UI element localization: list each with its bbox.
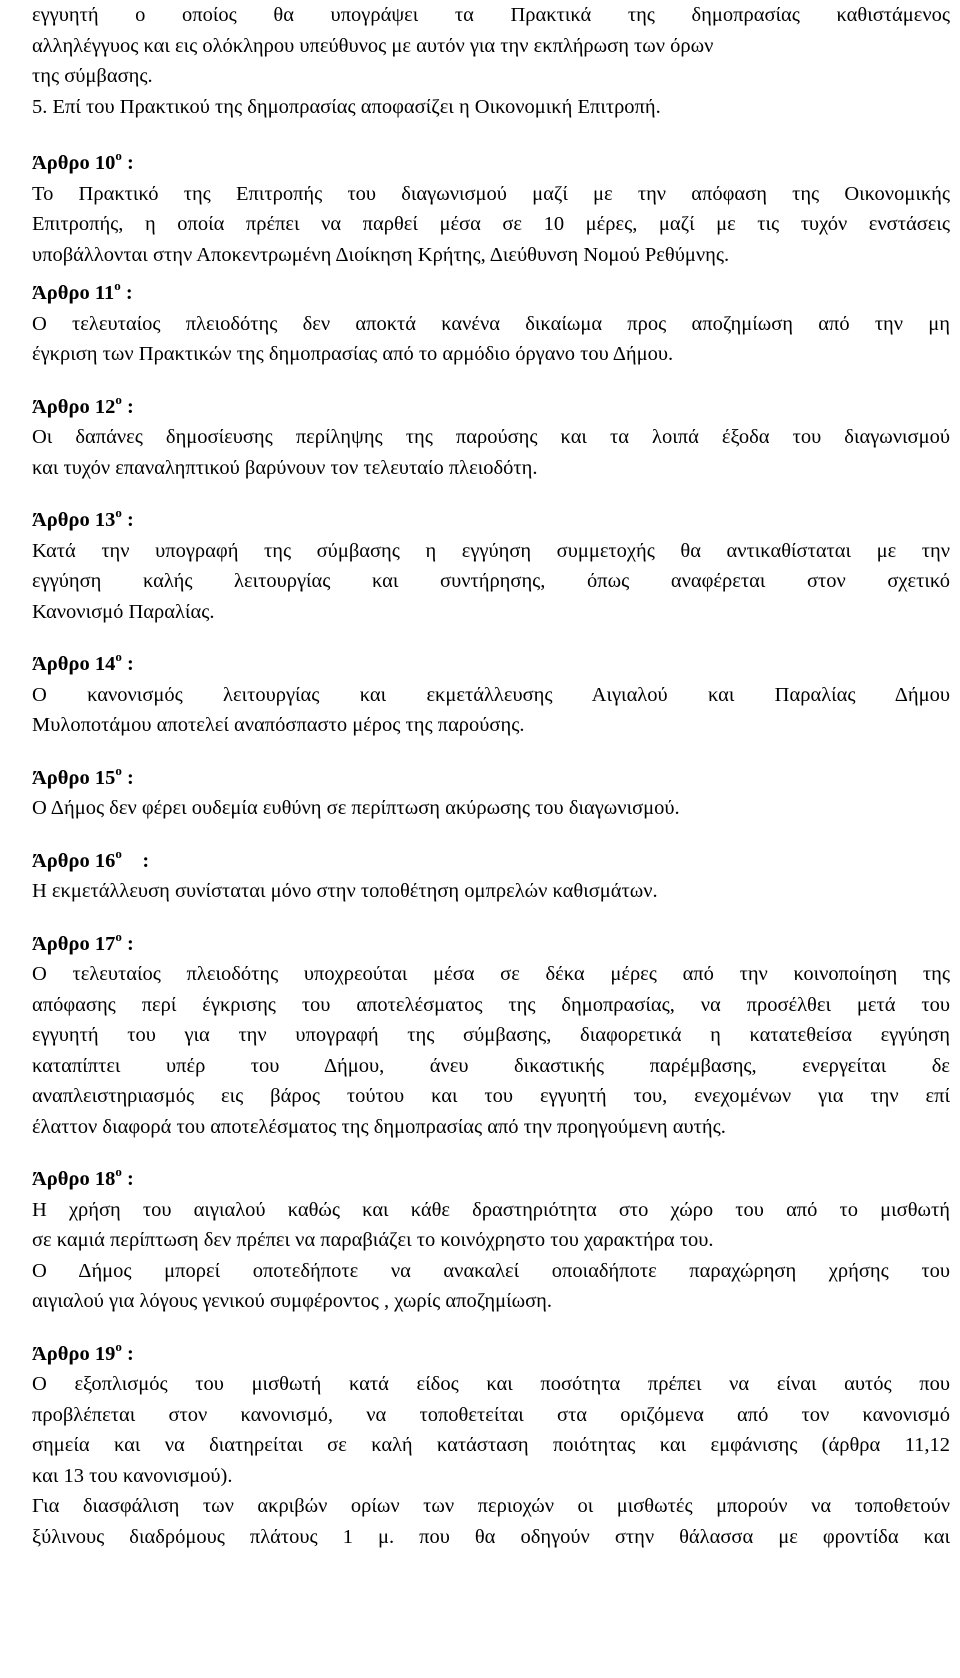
article-line: Για διασφάλιση των ακριβών ορίων των περιοχών οι μισθωτές μπορούν να τοποθετούν: [32, 1495, 950, 1517]
article-10: [32, 148, 950, 270]
article-line: Ο εξοπλισμός του μισθωτή κατά είδος και ποσότητα πρέπει να είναι αυτός που: [32, 1373, 950, 1395]
article-heading: Άρθρο $19^o$ :: [32, 1338, 134, 1365]
article-line: σημεία και να διατηρείται σε καλή κατάσταση ποιότητας και εμφάνισης (άρθρα 11,12: [32, 1434, 950, 1456]
article-heading: Άρθρο $13^o$ :: [32, 505, 134, 531]
article-14: [32, 649, 950, 741]
article-heading: Άρθρο $15^o$ :: [32, 762, 134, 789]
article-line: καταπίπτει υπέρ του Δήμου, άνευ δικαστικής παρέμβασης, ενεργείται δε: [32, 1054, 950, 1077]
article-18: [32, 1164, 950, 1317]
article-heading: Άρθρο $18^o$ :: [32, 1164, 134, 1190]
article-line: εγγύηση καλής λειτουργίας και συντήρησης, όπως αναφέρεται στον σχετικό: [32, 570, 950, 592]
intro-line: της σύμβασης.: [32, 65, 153, 87]
article-11: [32, 278, 950, 370]
article-line: και 13 του κανονισμού).: [32, 1464, 233, 1487]
article-line: Κατά την υπογραφή της σύμβασης η εγγύηση συμμετοχής θα αντικαθίσταται με την: [32, 539, 950, 562]
article-13: [32, 505, 950, 627]
article-line: Κανονισμό Παραλίας.: [32, 600, 215, 623]
article-heading: Άρθρο $17^o$ :: [32, 928, 134, 955]
article-line: Ο τελευταίος πλειοδότης δεν αποκτά κανένα δικαίωμα προς αποζημίωση από την μη: [32, 312, 950, 335]
article-line: Ο Δήμος μπορεί οποτεδήποτε να ανακαλεί οποιαδήποτε παραχώρηση χρήσης του: [32, 1259, 950, 1282]
article-16: [32, 846, 950, 907]
article-line: Ο τελευταίος πλειοδότης υποχρεούται μέσα σε δέκα μέρες από την κοινοποίηση της: [32, 963, 950, 985]
article-heading: Άρθρο $12^o$ :: [32, 391, 134, 418]
article-line: εγγυητή του για την υπογραφή της σύμβασης, διαφορετικά η κατατεθείσα εγγύηση: [32, 1024, 950, 1046]
article-line: Οι δαπάνες δημοσίευσης περίληψης της παρούσης και τα λοιπά έξοδα του διαγωνισμού: [32, 426, 950, 448]
article-line: Το Πρακτικό της Επιτροπής του διαγωνισμού μαζί με την απόφαση της Οικονομικής: [32, 182, 950, 205]
article-line: Ο κανονισμός λειτουργίας και εκμετάλλευσης Αιγιαλού και Παραλίας Δήμου: [32, 683, 950, 706]
intro-line: εγγυητή ο οποίος θα υπογράψει τα Πρακτικά της δημοπρασίας καθιστάμενος: [32, 4, 950, 26]
article-line: προβλέπεται στον κανονισμό, να τοποθετείται στα οριζόμενα από τον κανονισμό: [32, 1403, 950, 1426]
article-line: Η χρήση του αιγιαλού καθώς και κάθε δραστηριότητα στο χώρο του από το μισθωτή: [32, 1198, 950, 1221]
article-line: Ο Δήμος δεν φέρει ουδεμία ευθύνη σε περίπτωση ακύρωσης του διαγωνισμού.: [32, 797, 680, 819]
article-line: ξύλινους διαδρόμους πλάτους 1 μ. που θα οδηγούν στην θάλασσα με φροντίδα και: [32, 1525, 950, 1548]
article-line: αναπλειστηριασμός εις βάρος τούτου και του εγγυητή του, ενεχομένων για την επί: [32, 1085, 950, 1107]
article-heading: Άρθρο $10^o$ :: [32, 148, 134, 174]
article-heading: Άρθρο $14^o$ :: [32, 649, 134, 675]
article-17: [32, 929, 950, 1143]
article-line: Επιτροπής, η οποία πρέπει να παρθεί μέσα σε 10 μέρες, μαζί με τις τυχόν ενστάσεις: [32, 213, 950, 235]
article-line: αιγιαλού για λόγους γενικού συμφέροντος , χωρίς αποζημίωση.: [32, 1290, 553, 1312]
article-line: Η εκμετάλλευση συνίσταται μόνο στην τοποθέτηση ομπρελών καθισμάτων.: [32, 880, 658, 902]
document-page: [32, 0, 950, 1552]
article-line: υποβάλλονται στην Αποκεντρωμένη Διοίκηση Κρήτης, Διεύθυνση Νομού Ρεθύμνης.: [32, 243, 730, 266]
article-line: απόφασης περί έγκρισης του αποτελέσματος της δημοπρασίας, να προσέλθει μετά του: [32, 993, 950, 1016]
article-line: και τυχόν επαναληπτικού βαρύνουν τον τελευταίο πλειοδότη.: [32, 456, 538, 479]
article-line: Μυλοποτάμου αποτελεί αναπόσπαστο μέρος της παρούσης.: [32, 714, 525, 736]
article-line: έγκριση των Πρακτικών της δημοπρασίας από το αρμόδιο όργανο του Δήμου.: [32, 343, 674, 365]
article-line: σε καμιά περίπτωση δεν πρέπει να παραβιάζει το κοινόχρηστο του χαρακτήρα του.: [32, 1229, 714, 1251]
intro-line: 5. Επί του Πρακτικού της δημοπρασίας αποφασίζει η Οικονομική Επιτροπή.: [32, 95, 661, 118]
article-heading: Άρθρο $11^o$ :: [32, 278, 133, 304]
intro-block: [32, 0, 950, 122]
article-15: [32, 763, 950, 824]
article-19: [32, 1339, 950, 1553]
article-12: [32, 392, 950, 484]
article-heading: Άρθρο $16^o$ :: [32, 845, 150, 872]
article-line: έλαττον διαφορά του αποτελέσματος της δημοπρασίας από την προηγούμενη αυτής.: [32, 1115, 726, 1138]
intro-line: αλληλέγγυος και εις ολόκληρου υπεύθυνος με αυτόν για την εκπλήρωση των όρων: [32, 34, 714, 57]
